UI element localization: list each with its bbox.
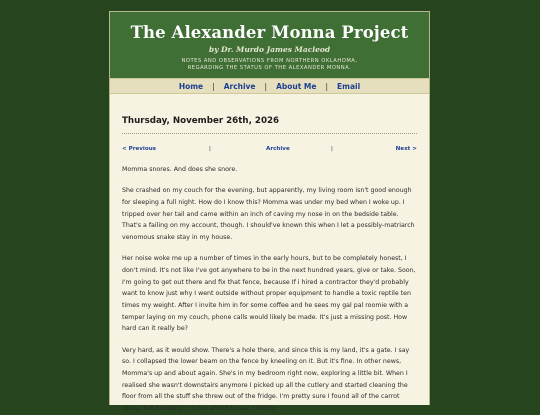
- site-description-line-2: REGARDING THE STATUS OF THE ALEXANDER MONNA.: [187, 65, 352, 71]
- main-nav: [110, 79, 429, 94]
- post-date: Thursday, November 26th, 2026: [122, 94, 417, 134]
- nav-archive-link[interactable]: Archive: [223, 82, 256, 91]
- site-header: [110, 12, 429, 79]
- nav-about-link[interactable]: About Me: [276, 82, 317, 91]
- site-description: [110, 58, 429, 72]
- archive-post-link[interactable]: Archive: [266, 146, 290, 152]
- site-author: by Dr. Murdo James Macleod: [208, 45, 331, 54]
- post-nav-separator: |: [331, 146, 333, 152]
- previous-post-link[interactable]: < Previous: [122, 146, 157, 152]
- site-description-line-1: NOTES AND OBSERVATIONS FROM NORTHERN OKLAHOMA,: [181, 58, 358, 64]
- main-content: [110, 94, 429, 415]
- nav-home-link[interactable]: Home: [178, 82, 204, 91]
- nav-separator: |: [264, 82, 268, 91]
- post-body: [122, 164, 417, 415]
- post-paragraph: Her noise woke me up a number of times in the early hours, but to be completely honest, I don't mind. It's not like I've got anywhere to be in the next hundred years, give or take. Soon, I'm going to get out there and fix that fence, because If i hired a contractor they'd probably want to know just why I went outside without proper equipment to handle a toxic reptile ten times my weight. After I invite him in for some coffee and he sees my gal pal roomie with a temper laying on my couch, phone calls would likely be made. It's just a missing post. How hard can it really be?: [122, 255, 416, 333]
- site-title[interactable]: The Alexander Monna Project: [130, 23, 409, 42]
- post-paragraph: She crashed on my couch for the evening, but apparently, my living room isn't good enough for sleeping a full night. How do I know this? Momma was under my bed when I woke up. I tripped over her tail and came within an inch of caving my nose in on the bedside table. That's a failing on my account, though. I should've known this when I let a possibly-matriarch venomous snake stay in my house.: [122, 187, 415, 242]
- post-navigation: [122, 143, 417, 155]
- nav-email-link[interactable]: Email: [337, 82, 361, 91]
- post-paragraph: Momma snores. And does she snore.: [122, 166, 238, 173]
- post-nav-separator: |: [209, 146, 211, 152]
- page-container: [109, 11, 430, 413]
- nav-separator: |: [212, 82, 215, 91]
- post-paragraph: Very hard, as it would show. There's a hole there, and since this is my land, it's a gate. I say so. I collapsed the lower beam on the fence by kneeling on it. But it's fine. In other news, Momma's up and about again. She's in my bedroom right now, exploring a little bit. When I realised she wasn't downstairs anymore I picked up all the cutlery and started cleaning the floor from all the stuff she threw out of the fridge. I'm pretty sure I found all of the carrot slices, but honestly, I'm too afraid to say. I had to: [122, 346, 410, 413]
- nav-separator: |: [325, 82, 329, 91]
- next-post-link[interactable]: Next >: [395, 146, 417, 152]
